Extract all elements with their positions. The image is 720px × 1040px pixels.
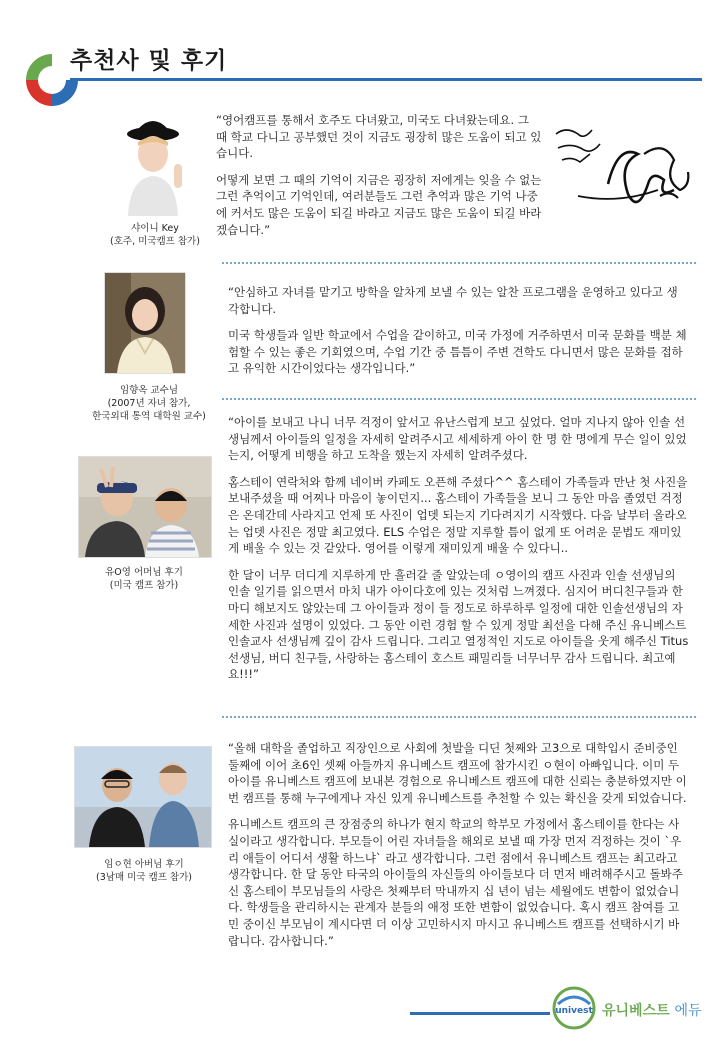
testimonial-quote: “올해 대학을 졸업하고 직장인으로 사회에 첫발을 디딘 첫째와 고3으로 대학입시 준비중인 둘째에 이어 초6인 셋째 아들까지 유니베스트 캠프에 참가시킨 ㅇ현이 아빠입니다. 이미 두 아이를 유니베스트 캠프에 보내본 경험으로 유니베스트 캠프에 대한 신뢰는 충분하였지만 이번 캠프를 통해 누구에게나 자신 있게 유니베스트를 추천할 수 있는 확신을 갖게 되었습니다. 유니베스트 캠프의 큰 장점중의 하나가 현지 학교의 학부모 가정에서 홈스테이를 한다는 사실이라고 생각합니다. 부모들이 어린 자녀들을 해외로 보낼 때 가장 먼저 걱정하는 것이 `우리 애들이 어디서 생활 하느냐` 라고 생각합니다. 그런 점에서 유니베스트 캠프는 최고라고 생각합니다. 한 달 동안 타국의 아이들의 자신들의 아이들보다 더 먼저 배려해주시고 돌봐주신 홈스테이 부모님들의 사랑은 첫째부터 막내까지 십 년이 넘는 세월에도 변함이 없었습니다. 학생들을 관리하시는 관계자 분들의 애정 또한 변함이 없었습니다. 혹시 캠프 참여를 고민 중이신 부모님이 계시다면 더 이상 고민하시지 마시고 유니베스트 캠프를 선택하시기 바랍니다. 감사합니다.”: [228, 741, 687, 948]
title-underline: [70, 78, 702, 81]
group-photo: [74, 746, 212, 848]
portrait-photo: [118, 112, 188, 216]
signature-image: [548, 114, 698, 214]
univest-logo-icon: [552, 986, 596, 1030]
testimonial-caption: 샤이니 Key (호주, 미국캠프 참가): [110, 223, 200, 247]
footer-line: [410, 1012, 550, 1015]
testimonial-caption: 임ㅇ현 아버님 후기 (3남매 미국 캠프 참가): [96, 859, 192, 883]
testimonial-caption: 유O영 어머님 후기 (미국 캠프 참가): [105, 567, 183, 591]
footer-brand: 유니베스트 에듀: [602, 1003, 702, 1019]
section-divider: [222, 398, 696, 400]
testimonial-quote: “아이를 보내고 나니 너무 걱정이 앞서고 유난스럽게 보고 싶었다. 얼마 지나지 않아 인솔 선생님께서 아이들의 일정을 자세히 알려주시고 세세하게 아이 한 명 한 명에게 무슨 일이 있었는지, 어떻게 비행을 하고 도착을 했는지 자세히 알려주셨다. 홈스테이 연락처와 함께 네이버 카페도 오픈해 주셨다^^ 홈스테이 가족들과 만난 첫 사진을 보내주셨을 때 어찌나 마음이 놓이던지... 홈스테이 가족들을 보니 그 동안 마음 졸였던 걱정은 온데간데 사라지고 언제 또 사진이 업뎃 되는지 기다려지기 시작했다. 다음 날부터 올라오는 업뎃 사진은 정말 최고였다. ELS 수업은 정말 지루할 틈이 없게 또 어려운 문법도 재미있게 배울 수 있는 것 같았다. 영어를 이렇게 재미있게 배울 수 있다니.. 한 달이 너무 더디게 지루하게 만 흘러갈 줄 알았는데 ㅇ영이의 캠프 사진과 인솔 선생님의 인솔 일기를 읽으면서 마치 내가 아이다호에 있는 것처럼 느껴졌다. 심지어 버디친구들과 한마디 해보지도 않았는데 그 아이들과 정이 들 정도로 하루하루 일정에 대한 인솔선생님의 자세한 사진과 설명이 있었다. 그 동안 이런 경험 할 수 있게 정말 최선을 다해 주신 유니베스트 인솔교사 선생님께 깊이 감사 드립니다. 그리고 열정적인 지도로 아이들을 웃게 해주신 Titus선생님, 버디 친구들, 사랑하는 홈스테이 호스트 패밀리들 너무너무 감사 드립니다. 최고예요!!!”: [228, 415, 689, 682]
testimonial-quote: “영어캠프를 통해서 호주도 다녀왔고, 미국도 다녀왔는데요. 그 때 학교 다니고 공부했던 것이 지금도 굉장히 많은 도움이 되고 있습니다. 어떻게 보면 그 때의 기억이 지금은 굉장히 저에게는 잊을 수 없는 그런 추억이고 기억인데, 여러분들도 그런 추억과 많은 기억 나중에 커서도 많은 도움이 되길 바라고 지금도 많은 도움이 되길 바라겠습니다.”: [216, 113, 542, 237]
section-divider: [222, 716, 696, 718]
portrait-photo: [104, 272, 186, 374]
testimonial-quote: “안심하고 자녀를 맡기고 방학을 알차게 보낼 수 있는 알찬 프로그램을 운영하고 있다고 생각합니다. 미국 학생들과 일반 학교에서 수업을 같이하고, 미국 가정에 거주하면서 미국 문화를 백분 체험할 수 있는 좋은 기회였으며, 수업 기간 중 틈틈이 주변 견학도 다니면서 많은 문화를 접하고 유익한 시간이었다는 생각입니다.”: [228, 285, 687, 376]
page-header: [22, 38, 702, 110]
group-photo: [78, 456, 212, 558]
page-title: 추천사 및 후기: [70, 48, 228, 74]
svg-text:univest: univest: [555, 1006, 593, 1016]
section-divider: [222, 262, 696, 264]
testimonial-caption: 임향옥 교수님 (2007년 자녀 참가, 한국외대 통역 대학원 교수): [92, 385, 206, 422]
